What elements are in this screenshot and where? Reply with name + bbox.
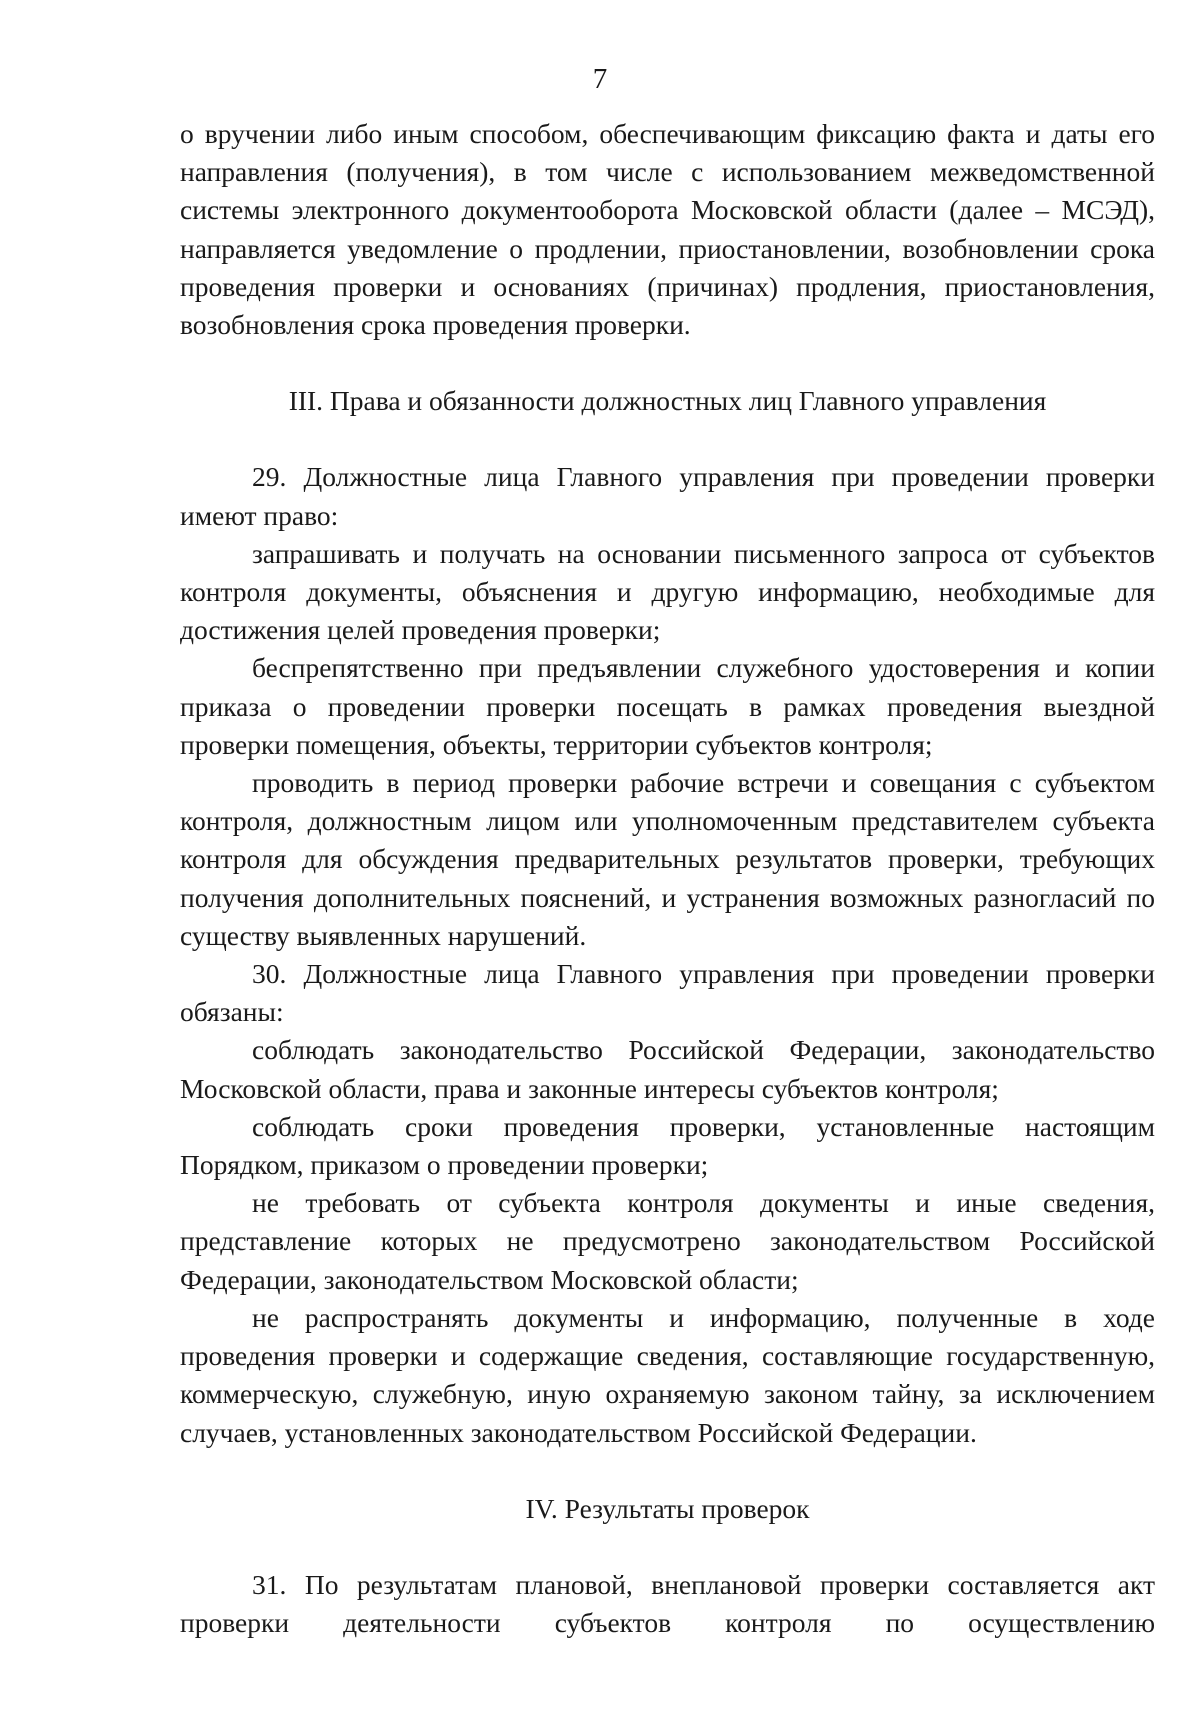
paragraph-continuation: о вручении либо иным способом, обеспечивающим фиксацию факта и даты его направления (получения), в том числе с использованием межведомственной системы электронного документооборота Московской области (далее – МСЭД), направляется уведомление о продлении, приостановлении, возобновлении срока проведения проверки и основаниях (причинах) продления, приостановления, возобновления срока проведения проверки. bbox=[180, 118, 1155, 341]
paragraph-31: 31. По результатам плановой, внеплановой проверки составляется акт проверки деятельности субъектов контроля по осуществлению bbox=[180, 1568, 1155, 1639]
paragraph-29-right-3: проводить в период проверки рабочие встречи и совещания с субъектом контроля, должностным лицом или уполномоченным представителем субъекта контроля для обсуждения предварительных результатов проверки, требующих получения дополнительных пояснений, и устранения возможных разногласий по существу выявленных нарушений. bbox=[180, 767, 1155, 951]
section-heading-4: IV. Результаты проверок bbox=[525, 1492, 810, 1524]
paragraph-29-right-1: запрашивать и получать на основании письменного запроса от субъектов контроля документы, объяснения и другую информацию, необходимые для достижения целей проведения проверки; bbox=[180, 537, 1155, 646]
paragraph-30-duty-3: не требовать от субъекта контроля документы и иные сведения, представление которых не предусмотрено законодательством Российской Федерации, законодательством Московской области; bbox=[180, 1187, 1155, 1295]
paragraph-30-duty-4: не распространять документы и информацию, полученные в ходе проведения проверки и содержащие сведения, составляющие государственную, коммерческую, служебную, иную охраняемую законом тайну, за исключением случаев, установленных законодательством Российской Федерации. bbox=[180, 1301, 1155, 1448]
paragraph-30: 30. Должностные лица Главного управления при проведении проверки обязаны: bbox=[180, 958, 1155, 1028]
paragraph-30-duty-2: соблюдать сроки проведения проверки, установленные настоящим Порядком, приказом о проведении проверки; bbox=[180, 1110, 1155, 1181]
paragraph-29-right-2: беспрепятственно при предъявлении служебного удостоверения и копии приказа о проведении проверки посещать в рамках проведения выездной проверки помещения, объекты, территории субъектов контроля; bbox=[180, 652, 1155, 760]
paragraph-29: 29. Должностные лица Главного управления при проведении проверки имеют право: bbox=[180, 461, 1155, 531]
document-body bbox=[180, 115, 1155, 1642]
section-heading-3: III. Права и обязанности должностных лиц Главного управления bbox=[288, 385, 1047, 417]
paragraph-30-duty-1: соблюдать законодательство Российской Федерации, законодательство Московской области, права и законные интересы субъектов контроля; bbox=[180, 1034, 1155, 1104]
page-number: 7 bbox=[592, 63, 608, 95]
